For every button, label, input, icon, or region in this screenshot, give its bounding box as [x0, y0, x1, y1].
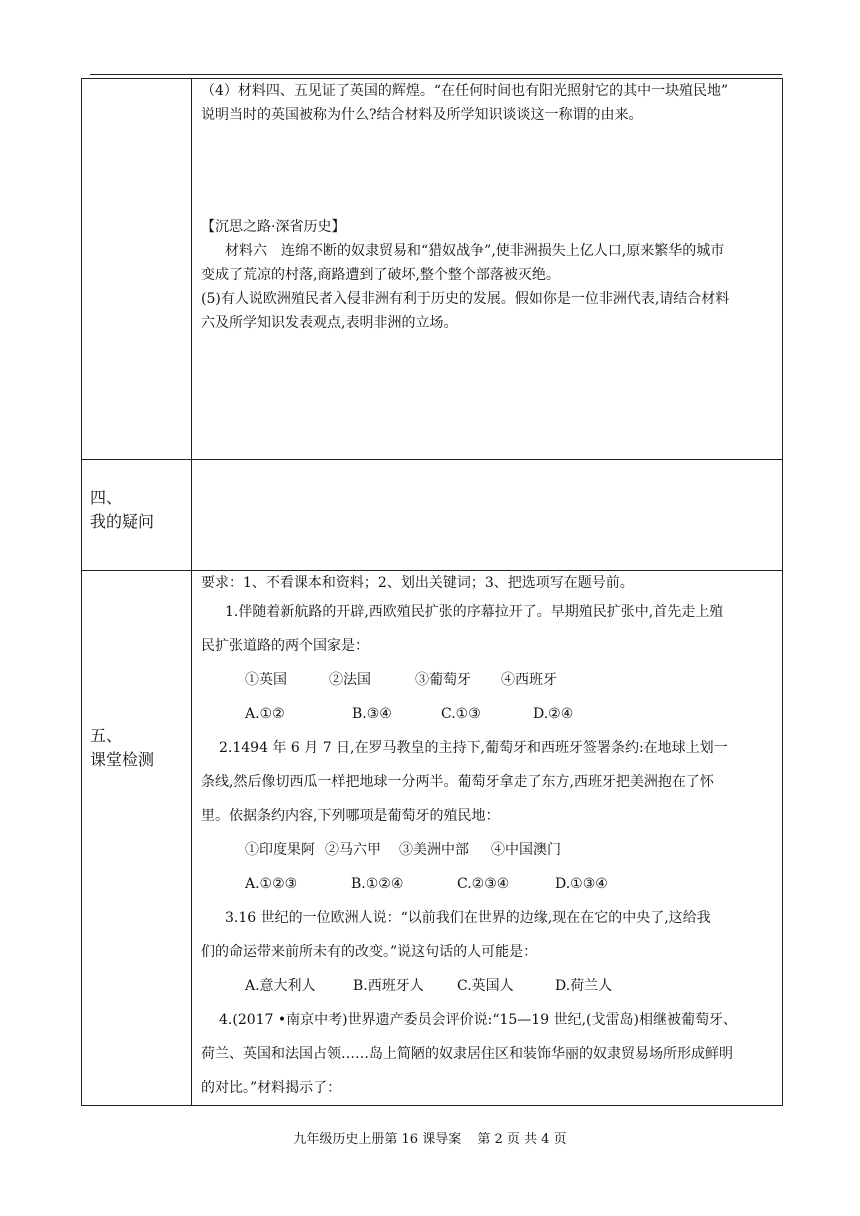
top-rule	[90, 74, 782, 75]
q2-choice: A.①②③	[245, 876, 298, 892]
q1-item: ②法国	[329, 672, 371, 688]
questions-answer-cell[interactable]	[192, 460, 783, 571]
section5-number: 五、	[90, 726, 123, 745]
q3-choice: A.意大利人	[245, 978, 316, 994]
q2-item: ③美洲中部	[399, 842, 469, 858]
section4-title: 我的疑问	[90, 512, 155, 531]
q1-choice: C.①③	[441, 706, 481, 722]
section4-label-cell	[82, 460, 192, 571]
material6-line1: 材料六 连绵不断的奴隶贸易和“猎奴战争”,使非洲损失上亿人口,原来繁华的城市	[225, 243, 725, 259]
table-row	[82, 460, 783, 571]
question4-line2: 荷兰、英国和法国占领……岛上简陋的奴隶居住区和装饰华丽的奴隶贸易场所形成鲜明	[201, 1046, 733, 1062]
question1-line1: 1.伴随着新航路的开辟,西欧殖民扩张的序幕拉开了。早期殖民扩张中,首先走上殖	[225, 604, 724, 620]
worksheet-table	[81, 78, 783, 1106]
section4-number: 四、	[90, 488, 123, 507]
question2-items	[201, 833, 776, 867]
q1-choice: A.①②	[245, 706, 285, 722]
q3-choice: C.英国人	[457, 978, 514, 994]
page-footer	[0, 1128, 860, 1147]
question2-line2: 条线,然后像切西瓜一样把地球一分两半。葡萄牙拿走了东方,西班牙把美洲抱在了怀	[201, 774, 714, 790]
material6-line2: 变成了荒凉的村落,商路遭到了破坏,整个整个部落被灭绝。	[201, 267, 560, 283]
question2-choices	[201, 867, 776, 901]
question4-line1: 4.(2017 •南京中考)世界遗产委员会评价说:“15—19 世纪,(戈雷岛)相继被葡萄牙、	[219, 1012, 737, 1028]
question1-line2: 民扩张道路的两个国家是：	[201, 638, 369, 654]
question3-line2: 们的命运带来前所未有的改变。”说这句话的人可能是：	[201, 944, 538, 960]
q4-text-line2: 说明当时的英国被称为什么?结合材料及所学知识谈谈这一称谓的由来。	[201, 107, 643, 123]
q2-choice: B.①②④	[351, 876, 404, 892]
question4-line3: 的对比。”材料揭示了：	[201, 1080, 342, 1096]
section5-content-cell	[192, 571, 783, 1106]
question2-line1: 2.1494 年 6 月 7 日,在罗马教皇的主持下,葡萄牙和西班牙签署条约:在地球上划一	[219, 740, 728, 756]
q1-choice: B.③④	[352, 706, 392, 722]
section-heading: 【沉思之路·深省历史】	[201, 219, 346, 235]
q1-item: ①英国	[245, 672, 287, 688]
q2-item: ①印度果阿	[245, 842, 315, 858]
q2-choice: C.②③④	[457, 876, 510, 892]
q1-item: ④西班牙	[501, 672, 557, 688]
q1-item: ③葡萄牙	[415, 672, 471, 688]
section5-title: 课堂检测	[90, 750, 155, 769]
q5-text-line2: 六及所学知识发表观点,表明非洲的立场。	[201, 315, 458, 331]
section5-label-cell	[82, 571, 192, 1106]
section3-label-cell	[82, 79, 192, 460]
q4-text-line1: （4）材料四、五见证了英国的辉煌。“在任何时间也有阳光照射它的其中一块殖民地”	[201, 83, 729, 99]
question3-line1: 3.16 世纪的一位欧洲人说：“以前我们在世界的边缘,现在在它的中央了,这给我	[225, 910, 711, 926]
q2-item: ④中国澳门	[491, 842, 561, 858]
requirements-text: 要求：1、不看课本和资料；2、划出关键词；3、把选项写在题号前。	[201, 575, 634, 591]
table-row	[82, 571, 783, 1106]
q2-choice: D.①③④	[555, 876, 608, 892]
table-row	[82, 79, 783, 460]
footer-title: 九年级历史上册第 16 课导案	[293, 1132, 462, 1147]
q2-item: ②马六甲	[325, 842, 381, 858]
footer-page-number: 第 2 页 共 4 页	[477, 1132, 567, 1147]
question1-choices	[201, 697, 776, 731]
q3-choice: D.荷兰人	[555, 978, 613, 994]
q3-choice: B.西班牙人	[353, 978, 424, 994]
q1-choice: D.②④	[533, 706, 574, 722]
question2-line3: 里。依据条约内容,下列哪项是葡萄牙的殖民地：	[201, 808, 500, 824]
question3-choices	[201, 969, 776, 1003]
question1-items	[201, 663, 776, 697]
q5-text-line1: (5)有人说欧洲殖民者入侵非洲有利于历史的发展。假如你是一位非洲代表,请结合材料	[201, 291, 730, 307]
section3-content-cell	[192, 79, 783, 460]
